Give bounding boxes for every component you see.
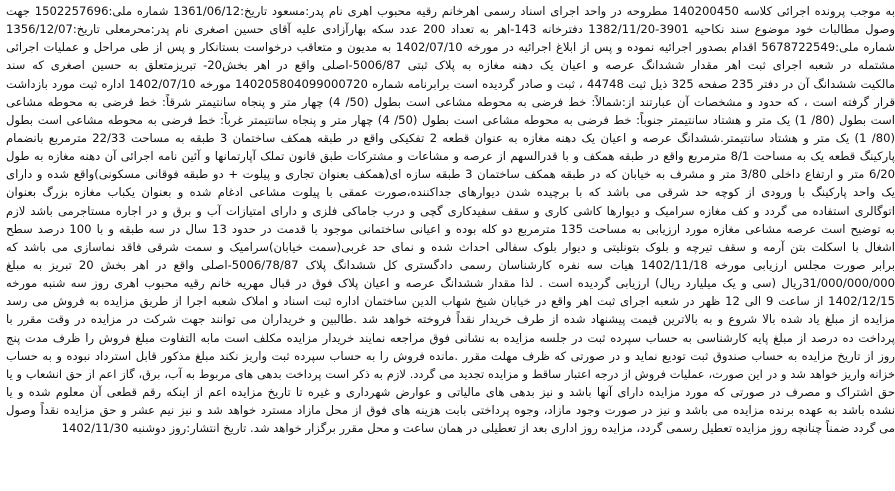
notice-line: حق اشتراک و مصرف در صورتی که مورد مزایده دارای آنها باشد و نیز بدهی های مالیاتی و عوارض شهرداری و غیره تا تاریخ مزایده اعم از اینکه رقم قطعی آن معلوم شده و یا <box>6 384 895 399</box>
notice-line: پارکینگ قطعه یک به مساحت 8/1 مترمربع واقع در طبقه همکف و با قدرالسهم از عرصه و مشاعات و مشترکات طبق قانون تملک آپارتمانها و آئین نامه اجرائی آن دهنه مغازه به طول <box>6 149 895 164</box>
notice-line: خزانه واریز خواهد شد و در این صورت، عملیات فروش از درجه اعتبار ساقط و مزایده تجدید می گردد. لازم به ذکر است پرداخت بدهی های مربوط به آب، برق، گاز اعم از حق انشعاب و یا <box>6 366 895 381</box>
notice-line: (80/ 1) یک متر و هشتاد سانتیمتر.ششدانگ عرصه و اعیان یک دهنه مغازه به عنوان قطعه 2 تفکیکی واقع در طبقه همکف ساختمان 3 طبقه به مساحت 22/33 مترمربع بانضمام <box>6 130 895 145</box>
notice-line: به موجب پرونده اجرائی کلاسه 140200450 مطروحه در واحد اجرای اسناد رسمی اهرخانم رقیه محبوب اهری نام پدر:مسعود تاریخ:1361/06/12 شماره ملی:1502257696 جهت <box>6 4 895 18</box>
notice-line: برابر صورت مجلس ارزیابی مورخه 1402/11/18 هیات سه نفره کارشناسان رسمی دادگستری کل ششدانگ پلاک 5006/78/87-اصلی واقع در اهر بخش 20 تبریز به مبلغ <box>6 257 895 272</box>
notice-line: یک واحد پارکینگ با ورودی از کوچه حد شرقی می باشد که با برچیده شدن دیوارهای جداکننده،صورت عمقی با پیلوت مشاعی ادغام شده و بعنوان یکباب مغازه بزرگ بعنوان <box>6 185 895 200</box>
auction-notice <box>6 0 895 491</box>
notice-line: است بطول (80/ 1) یک متر و هشتاد سانتیمتر جنوباً: خط فرضی به محوطه مشاعی است بطول (50/ 4) چهار متر و پنجاه سانتیمتر غرباً: خط فرضی به محوطه مشاعی است بطول <box>6 112 895 127</box>
notice-line: نشده باشد به عهده برنده مزایده می باشد و نیز در صورت وجود مازاد، وجوه پرداختی بابت هزینه های فوق از محل مازاد مسترد خواهد شد و نیز نیم عشر و حق مزایده نقداً وصول <box>6 403 895 418</box>
notice-line: شماره ملی:5678722549 اقدام بصدور اجرائیه نموده و پس از ابلاغ اجرائیه در مورخه 1402/07/10 به مدیون و متعاقب درخواست بستانکار و پس از طی مراحل و عملیات اجرائی <box>6 40 895 55</box>
notice-line: اشغال با اسکلت بتن آرمه و سقف تیرچه و بلوک بتونلیتی و دیوار بلوک سفالی احداث شده و نمای حد غربی(سمت خیابان)سرامیک و سمت شرقی فاقد نماسازی می باشد که <box>6 239 895 254</box>
notice-line: مزایده از مبلغ یاد شده بالا شروع و به بالاترین قیمت پیشنهاد شده از طرف خریدار نقداً فروخته خواهد شد .طالبین و خریداران می توانند جهت شرکت در مزایده در وقت مقرر با <box>6 312 895 327</box>
notice-line: 6/20 متر و ارتفاع داخلی 3/80 متر و مشرف به خیابان که در طبقه همکف ساختمان 3 طبقه سازه ای(همکف بعنوان تجاری و پیلوت + دو طبقه فوقانی مسکونی)واقع شده و دارای <box>6 167 895 182</box>
notice-line: وصول مطالبات خود موضوع سند نکاحیه 3901-1382/11/20 دفترخانه 143-اهر به تعداد 200 عدد سکه بهارآزادی علیه آقای حسین اصغری نام پدر:محرمعلی تاریخ:1356/12/07 <box>6 22 895 37</box>
notice-line: 1402/12/15 از ساعت 9 الی 12 ظهر در شعبه اجرای ثبت اهر واقع در خیابان شیخ شهاب الدین ساختمان اداره ثبت اسناد و املاک شعبه اجرا از طریق مزایده به فروش می رسد <box>6 294 895 309</box>
notice-line: روز از تاریخ مزایده به حساب صندوق ثبت تودیع نماید و در صورتی که ظرف مهلت مقرر .مانده فروش را به حساب سپرده ثبت واریز نکند مبلغ مذکور قابل استرداد نبوده و به حساب <box>6 348 895 363</box>
notice-line: پرداخت ده درصد از مبلغ پایه کارشناسی به حساب سپرده ثبت در جلسه مزایده به نشانی فوق مراجعه نمایند خریدار مزایده مکلف است مابه التفاوت مبلغ فروش را ظرف مدت پنج <box>6 330 895 345</box>
notice-line: مشتمله در شعبه اجرای ثبت اهر مقدار ششدانگ عرصه و اعیان یک دهنه مغازه به پلاک ثبتی 5006/87-اصلی واقع در اهر بخش20- تبریزمتعلق به حسین اصغری که سند <box>6 58 895 73</box>
notice-line: مالکیت ششدانگ آن در دفتر 235 صفحه 325 ذیل ثبت 44748 ، ثبت و صادر گردیده است برابرنامه شماره 140205804099000720 مورخه 1402/07/10 اداره ثبت مورد بازداشت <box>6 76 895 91</box>
notice-line: قرار گرفته است ، که حدود و مشخصات آن عبارتند از:شمالاً: خط فرضی به محوطه مشاعی است بطول (50/ 4) چهار متر و پنجاه سانتیمتر شرقاً: خط فرضی به محوطه مشاعی <box>6 94 895 109</box>
notice-line: به توضیح است عرصه مشاعی مغازه مورد ارزیابی به مساحت 135 مترمربع دو کله بوده و اعیانی ساختمانی موجود با قدمت در حدود 13 سال در سه طبقه و با 100 درصد سطح <box>6 221 895 236</box>
notice-line: اتوگالری استفاده می گردد و کف مغازه سرامیک و دیوارها کاشی کاری و سقف سفیدکاری گچی و درب جاماکی فلزی و دارای امتیازات آب و برق و در اجاره مستاجرمی باشد لازم <box>6 203 895 218</box>
notice-line-last: می گردد ضمناً چنانچه روز مزایده تعطیل رسمی گردد، مزایده روز اداری بعد از تعطیلی در همان ساعت و محل مقرر برگزار خواهد شد. تاریخ انتشار:روز دوشنبه 1402/11/30 <box>61 421 895 436</box>
notice-line: 31/000/000/000ریال (سی و یک میلیارد ریال) ارزیابی گردیده است . لذا مقدار ششدانگ عرصه و اعیان پلاک فوق در قبال مهریه خانم رقیه محبوب اهری روز سه شنبه مورخه <box>6 276 895 291</box>
